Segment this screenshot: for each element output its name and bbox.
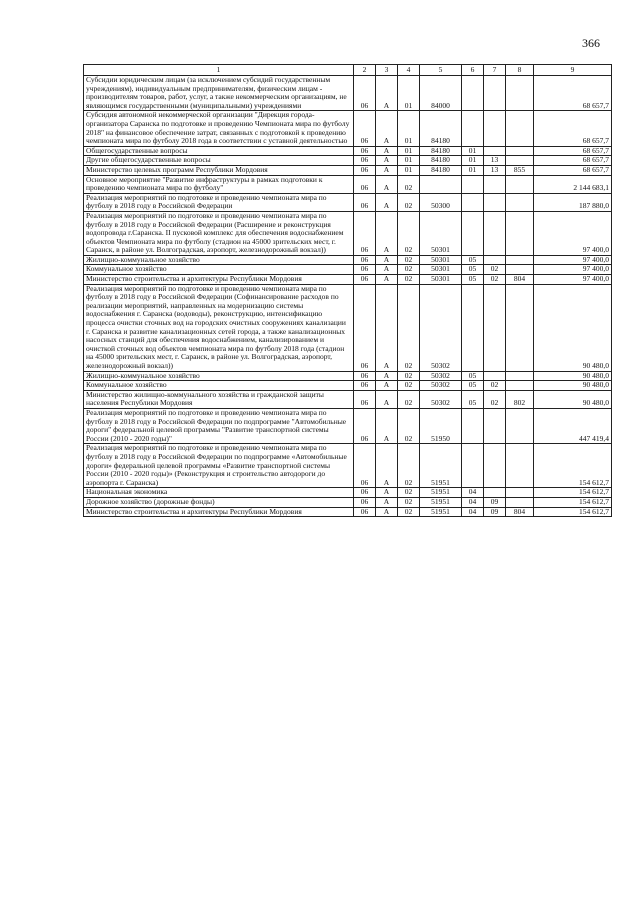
table-row xyxy=(84,175,612,193)
code-section: 06 xyxy=(354,265,376,275)
header-row xyxy=(84,65,612,76)
code-target-article: 51951 xyxy=(420,497,462,507)
code-program: А xyxy=(376,255,398,265)
table-row xyxy=(84,444,612,488)
code-section: 06 xyxy=(354,408,376,443)
row-amount: 154 612,7 xyxy=(534,497,612,507)
code-subdivision xyxy=(484,175,506,193)
code-division: 04 xyxy=(462,507,484,517)
code-subprogram: 02 xyxy=(398,211,420,255)
code-ministry xyxy=(506,156,534,166)
code-section: 06 xyxy=(354,111,376,146)
table-row xyxy=(84,371,612,381)
row-description: Реализация мероприятий по подготовке и проведению чемпионата мира по футболу в 2018 году в Российской Федерации xyxy=(84,193,354,211)
table-body xyxy=(84,76,612,517)
table-row xyxy=(84,507,612,517)
column-header: 8 xyxy=(506,65,534,76)
code-ministry xyxy=(506,408,534,443)
table-row xyxy=(84,381,612,391)
code-target-article: 50302 xyxy=(420,371,462,381)
row-description: Министерство строительства и архитектуры Республики Мордовия xyxy=(84,507,354,517)
code-program: А xyxy=(376,381,398,391)
code-section: 06 xyxy=(354,193,376,211)
code-division xyxy=(462,444,484,488)
code-target-article: 50302 xyxy=(420,284,462,371)
code-subdivision xyxy=(484,284,506,371)
code-subprogram: 02 xyxy=(398,371,420,381)
column-header: 6 xyxy=(462,65,484,76)
code-subdivision xyxy=(484,211,506,255)
code-subdivision xyxy=(484,76,506,111)
code-division xyxy=(462,211,484,255)
code-target-article xyxy=(420,175,462,193)
code-section: 06 xyxy=(354,165,376,175)
row-description: Министерство целевых программ Республики Мордовия xyxy=(84,165,354,175)
code-target-article: 50301 xyxy=(420,275,462,285)
code-division: 05 xyxy=(462,265,484,275)
row-description: Национальная экономика xyxy=(84,488,354,498)
code-subprogram: 02 xyxy=(398,488,420,498)
code-ministry xyxy=(506,255,534,265)
code-ministry xyxy=(506,444,534,488)
column-header: 4 xyxy=(398,65,420,76)
row-description: Министерство строительства и архитектуры Республики Мордовия xyxy=(84,275,354,285)
code-section: 06 xyxy=(354,390,376,408)
table-row xyxy=(84,255,612,265)
row-description: Министерство жилищно-коммунального хозяйства и гражданской защиты населения Республики Мордовия xyxy=(84,390,354,408)
code-ministry: 855 xyxy=(506,165,534,175)
table-row xyxy=(84,284,612,371)
code-subprogram: 01 xyxy=(398,111,420,146)
code-subprogram: 01 xyxy=(398,165,420,175)
code-section: 06 xyxy=(354,507,376,517)
code-program: А xyxy=(376,211,398,255)
code-subdivision xyxy=(484,111,506,146)
code-subprogram: 02 xyxy=(398,497,420,507)
code-target-article: 51951 xyxy=(420,488,462,498)
table-row xyxy=(84,390,612,408)
table-row xyxy=(84,497,612,507)
code-subdivision: 09 xyxy=(484,507,506,517)
row-amount: 2 144 683,1 xyxy=(534,175,612,193)
code-target-article: 84000 xyxy=(420,76,462,111)
code-program: А xyxy=(376,390,398,408)
row-amount: 97 400,0 xyxy=(534,211,612,255)
code-subdivision: 02 xyxy=(484,265,506,275)
code-division xyxy=(462,193,484,211)
row-amount: 68 657,7 xyxy=(534,76,612,111)
row-description: Общегосударственные вопросы xyxy=(84,146,354,156)
code-section: 06 xyxy=(354,255,376,265)
code-target-article: 51951 xyxy=(420,507,462,517)
row-description: Реализация мероприятий по подготовке и проведению чемпионата мира по футболу в 2018 году в Российской Федерации (Софинансирование расходов по реализации мероприятий, направленных на модернизацию системы водоснабжения г. Саранска (водоводы), реконструкцию, интенсификацию процесса очистки сточных вод на городских очистных сооружениях канализации г. Саранска и развитие канализационных сетей города, а также канализационных насосных станций для обеспечения водоснабжением, канализированием и очисткой сточных вод объектов чемпионата мира по футболу 2018 года (стадион на 45000 зрительских мест, г. Саранск, в районе ул. Волгоградская, аэропорт, железнодорожный вокзал)) xyxy=(84,284,354,371)
code-division: 01 xyxy=(462,165,484,175)
code-target-article: 51951 xyxy=(420,444,462,488)
row-amount: 154 612,7 xyxy=(534,488,612,498)
code-division xyxy=(462,175,484,193)
code-program: А xyxy=(376,76,398,111)
code-ministry xyxy=(506,265,534,275)
code-program: А xyxy=(376,175,398,193)
row-amount: 97 400,0 xyxy=(534,275,612,285)
code-subprogram: 01 xyxy=(398,146,420,156)
table-row xyxy=(84,76,612,111)
code-section: 06 xyxy=(354,381,376,391)
code-target-article: 51950 xyxy=(420,408,462,443)
table-row xyxy=(84,111,612,146)
code-division: 01 xyxy=(462,146,484,156)
budget-table xyxy=(83,64,612,517)
code-program: А xyxy=(376,488,398,498)
code-ministry xyxy=(506,193,534,211)
code-target-article: 50301 xyxy=(420,211,462,255)
code-target-article: 50301 xyxy=(420,255,462,265)
code-section: 06 xyxy=(354,275,376,285)
row-description: Реализация мероприятий по подготовке и проведению чемпионата мира по футболу в 2018 году в Российской Федерации (Расширение и реконструкция водопровода г.Саранска. II пусковой комплекс для обеспечения водоснабжением объектов Чемпионата мира по футболу (стадион на 45000 зрительских мест, г. Саранск, в районе ул. Волгоградская, аэропорт, железнодорожный вокзал)) xyxy=(84,211,354,255)
row-description: Жилищно-коммунальное хозяйство xyxy=(84,371,354,381)
table-row xyxy=(84,275,612,285)
code-ministry xyxy=(506,211,534,255)
row-description: Другие общегосударственные вопросы xyxy=(84,156,354,166)
code-section: 06 xyxy=(354,76,376,111)
code-subprogram: 02 xyxy=(398,255,420,265)
row-amount: 447 419,4 xyxy=(534,408,612,443)
code-ministry xyxy=(506,111,534,146)
row-amount: 187 880,0 xyxy=(534,193,612,211)
row-description: Дорожное хозяйство (дорожные фонды) xyxy=(84,497,354,507)
column-header: 1 xyxy=(84,65,354,76)
table-row xyxy=(84,193,612,211)
code-subdivision xyxy=(484,408,506,443)
code-division xyxy=(462,408,484,443)
column-header: 7 xyxy=(484,65,506,76)
code-division: 05 xyxy=(462,371,484,381)
table-row xyxy=(84,488,612,498)
code-section: 06 xyxy=(354,156,376,166)
page-number: 366 xyxy=(582,36,600,50)
code-ministry xyxy=(506,175,534,193)
row-description: Коммунальное хозяйство xyxy=(84,265,354,275)
row-amount: 90 480,0 xyxy=(534,381,612,391)
row-description: Субсидии юридическим лицам (за исключением субсидий государственным учреждениям), индивидуальным предпринимателям, физическим лицам - производителям товаров, работ, услуг, а также некоммерческим организациям, не являющимся государственными (муниципальными) учреждениями xyxy=(84,76,354,111)
row-amount: 154 612,7 xyxy=(534,444,612,488)
code-target-article: 84180 xyxy=(420,156,462,166)
column-header: 5 xyxy=(420,65,462,76)
code-ministry xyxy=(506,371,534,381)
code-subprogram: 02 xyxy=(398,381,420,391)
row-description: Субсидия автономной некоммерческой организации "Дирекция города-организатора Саранска по подготовке и проведению Чемпионата мира по футболу 2018" на финансовое обеспечение затрат, связанных с подготовкой к проведению чемпионата мира по футболу 2018 года в соответствии с уставной деятельностью xyxy=(84,111,354,146)
code-target-article: 50302 xyxy=(420,381,462,391)
code-division xyxy=(462,76,484,111)
code-subdivision: 09 xyxy=(484,497,506,507)
code-subdivision: 13 xyxy=(484,156,506,166)
code-subprogram: 02 xyxy=(398,275,420,285)
row-amount: 90 480,0 xyxy=(534,371,612,381)
code-division xyxy=(462,111,484,146)
code-ministry xyxy=(506,146,534,156)
code-subdivision xyxy=(484,193,506,211)
table-row xyxy=(84,408,612,443)
code-ministry xyxy=(506,488,534,498)
code-subprogram: 01 xyxy=(398,76,420,111)
table-row xyxy=(84,211,612,255)
code-division: 04 xyxy=(462,488,484,498)
table-row xyxy=(84,146,612,156)
code-section: 06 xyxy=(354,175,376,193)
code-subdivision xyxy=(484,371,506,381)
code-program: А xyxy=(376,497,398,507)
row-amount: 68 657,7 xyxy=(534,165,612,175)
code-target-article: 50302 xyxy=(420,390,462,408)
code-program: А xyxy=(376,284,398,371)
column-header: 9 xyxy=(534,65,612,76)
code-ministry: 802 xyxy=(506,390,534,408)
code-subdivision: 02 xyxy=(484,381,506,391)
code-target-article: 84180 xyxy=(420,165,462,175)
code-division: 05 xyxy=(462,381,484,391)
code-division: 05 xyxy=(462,255,484,265)
code-program: А xyxy=(376,111,398,146)
row-description: Коммунальное хозяйство xyxy=(84,381,354,391)
row-amount: 90 480,0 xyxy=(534,390,612,408)
row-description: Реализация мероприятий по подготовке и проведению чемпионата мира по футболу в 2018 году в Российской Федерации по подпрограмме «Автомобильные дороги» федеральной целевой программы «Развитие транспортной системы России (2010 - 2020 годы)» (Реконструкция и строительство автодороги до аэропорта г. Саранска) xyxy=(84,444,354,488)
code-program: А xyxy=(376,156,398,166)
table-row xyxy=(84,165,612,175)
code-subprogram: 02 xyxy=(398,507,420,517)
code-ministry xyxy=(506,497,534,507)
row-amount: 154 612,7 xyxy=(534,507,612,517)
code-subdivision xyxy=(484,146,506,156)
code-program: А xyxy=(376,507,398,517)
code-ministry: 804 xyxy=(506,507,534,517)
column-header: 3 xyxy=(376,65,398,76)
code-target-article: 50300 xyxy=(420,193,462,211)
code-program: А xyxy=(376,444,398,488)
code-program: А xyxy=(376,146,398,156)
row-amount: 68 657,7 xyxy=(534,156,612,166)
code-subprogram: 02 xyxy=(398,284,420,371)
code-section: 06 xyxy=(354,497,376,507)
row-description: Реализация мероприятий по подготовке и проведению чемпионата мира по футболу в 2018 году в Российской Федерации по подпрограмме "Автомобильные дороги" федеральной целевой программы "Развитие транспортной системы России (2010 - 2020 годы)" xyxy=(84,408,354,443)
code-program: А xyxy=(376,371,398,381)
row-description: Жилищно-коммунальное хозяйство xyxy=(84,255,354,265)
code-subdivision: 13 xyxy=(484,165,506,175)
code-program: А xyxy=(376,165,398,175)
code-section: 06 xyxy=(354,146,376,156)
row-amount: 97 400,0 xyxy=(534,265,612,275)
code-subprogram: 02 xyxy=(398,175,420,193)
code-subprogram: 01 xyxy=(398,156,420,166)
code-ministry xyxy=(506,284,534,371)
row-description: Основное мероприятие "Развитие инфраструктуры в рамках подготовки к проведению чемпионата мира по футболу" xyxy=(84,175,354,193)
code-subdivision xyxy=(484,255,506,265)
code-section: 06 xyxy=(354,444,376,488)
code-subdivision: 02 xyxy=(484,390,506,408)
row-amount: 97 400,0 xyxy=(534,255,612,265)
code-target-article: 50301 xyxy=(420,265,462,275)
code-program: А xyxy=(376,408,398,443)
code-division: 04 xyxy=(462,497,484,507)
column-header: 2 xyxy=(354,65,376,76)
code-subprogram: 02 xyxy=(398,390,420,408)
code-target-article: 84180 xyxy=(420,111,462,146)
code-section: 06 xyxy=(354,284,376,371)
code-division: 05 xyxy=(462,275,484,285)
code-division xyxy=(462,284,484,371)
code-program: А xyxy=(376,275,398,285)
code-section: 06 xyxy=(354,371,376,381)
code-subprogram: 02 xyxy=(398,444,420,488)
code-program: А xyxy=(376,265,398,275)
code-ministry xyxy=(506,76,534,111)
code-ministry: 804 xyxy=(506,275,534,285)
code-division: 05 xyxy=(462,390,484,408)
code-subprogram: 02 xyxy=(398,265,420,275)
code-subprogram: 02 xyxy=(398,408,420,443)
code-subprogram: 02 xyxy=(398,193,420,211)
code-subdivision xyxy=(484,444,506,488)
code-subdivision xyxy=(484,488,506,498)
code-ministry xyxy=(506,381,534,391)
code-division: 01 xyxy=(462,156,484,166)
code-subdivision: 02 xyxy=(484,275,506,285)
row-amount: 68 657,7 xyxy=(534,111,612,146)
row-amount: 90 480,0 xyxy=(534,284,612,371)
code-section: 06 xyxy=(354,211,376,255)
table-row xyxy=(84,156,612,166)
code-target-article: 84180 xyxy=(420,146,462,156)
table-row xyxy=(84,265,612,275)
code-section: 06 xyxy=(354,488,376,498)
row-amount: 68 657,7 xyxy=(534,146,612,156)
code-program: А xyxy=(376,193,398,211)
